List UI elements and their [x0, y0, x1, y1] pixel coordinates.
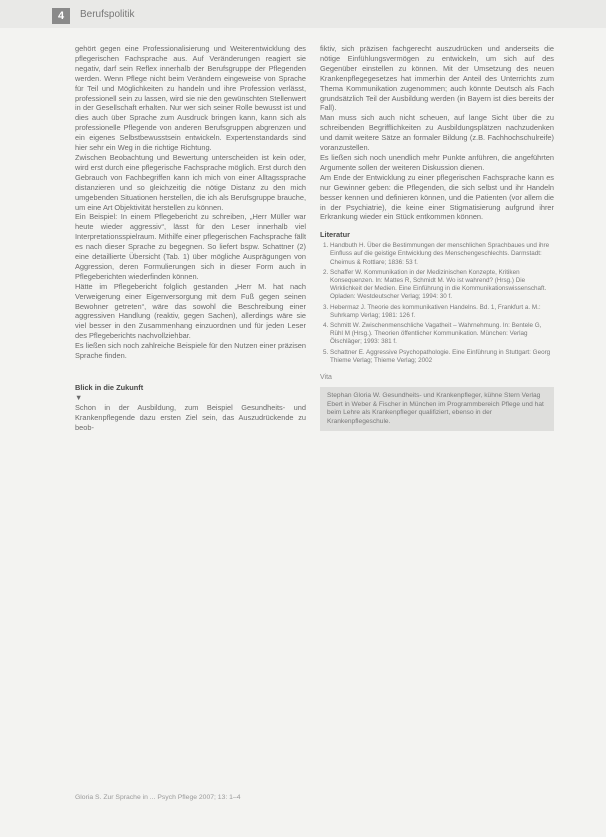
paragraph: Hätte im Pflegebericht folglich gestanden „Herr M. hat nach Verweigerung einer Eigenversorgung mit dem Fuß gegen seinen Bewohner getreten“, wäre das sowohl die Beschreibung einer aggressiven Handlung (reaktiv, gegen Sachen), allerdings wäre sie viel besser in den Zusammenhang einzuordnen und für jeden Leser des Pflegeberichts nachvollziehbar. [75, 281, 306, 341]
subheading-marker: ▼ [75, 392, 83, 402]
paragraph: Schon in der Ausbildung, zum Beispiel Gesundheits- und Krankenpflegende dazu ersten Ziel sein, das Auszudrückende zu beob- [75, 402, 306, 432]
paragraph: Man muss sich auch nicht scheuen, auf lange Sicht über die zu schreibenden Begrifflichkeiten zu Ausbildungsplätzen nachzudenken und damit weitere Sätze an formaler Bildung (z.B. Fachhochschulreife) voranzustellen. [320, 113, 554, 153]
literature-item: 1. Handbuth H. Über die Bestimmungen der menschlichen Sprachbaues und ihre Einfluss auf die geistige Entwicklung des Menschengeschlechts. Darmstadt: Cheimus & Rottlare; 1836: 53 f. [330, 242, 554, 267]
literature-item: 2. Schaffer W. Kommunikation in der Medizinischen Konzepte, Kritiken Konsequenzen. In: Mattes R, Schmidt M. Wo ist wahrend? (Hrsg.) Die Wirklichkeit der Medien. Eine Einführung in die Kommunikationswissenschaft. Opladen: Westdeutscher Verlag; 1994: 30 f. [330, 269, 554, 302]
paragraph: Ein Beispiel: In einem Pflegebericht zu schreiben, „Herr Müller war heute wieder aggressiv“, lässt für den Leser innerhalb viel Interpretationsspielraum. Mithilfe einer pflegerischen Fachsprache fällt es nach dieser Sprache zu begegnen. So liefert bspw. Schattner (2) eine detaillierte Übersicht (Tab. 1) über mögliche Ausprägungen von Aggression, deren Formulierungen sich in dieser Form auch in Pflegeberichten wiederfinden können. [75, 212, 306, 281]
literature-item: 3. Hebermaz J. Theorie des kommunikativen Handelns. Bd. 1, Frankfurt a. M.: Suhrkamp Verlag; 1981: 126 f. [330, 304, 554, 320]
right-column [320, 44, 554, 431]
vita-box: Stephan Gloria W. Gesundheits- und Krankenpfleger, kühne Stern Verlag Ebert in Weber & Fischer in München im Programmbereich Pflege und hat beim Lehre als Krankenpfleger qualifiziert, ebenso in der Krankenpflegeschule. [320, 387, 554, 431]
literature-item: 5. Schattner E. Aggressive Psychopathologie. Eine Einführung in Stuttgart: Georg Thieme Verlag; Thieme Verlag; 2002 [330, 349, 554, 365]
paragraph: Am Ende der Entwicklung zu einer pflegerischen Fachsprache kann es nur Gewinner geben: die Pflegenden, die sich selbst und ihr Handeln besser kennen und definieren können, und die Patienten (vor allem die in der Psychiatrie), die keine einer Stigmatisierung aufgrund ihrer Erkrankung wieder ein Stück entkommen können. [320, 172, 554, 222]
section-title: Berufspolitik [80, 9, 135, 20]
paragraph: Zwischen Beobachtung und Bewertung unterscheiden ist kein oder, wird erst durch eine pflegerische Fachsprache möglich. Erst durch den Gebrauch von Fachbegriffen kann ich mich von einer Alltagssprache distanzieren und so gleichzeitig die nötige Distanz zu den mich umgebenden Situationen herstellen, die ich als Berufsgruppe brauche, um eine Art Objektivität herstellen zu können. [75, 152, 306, 212]
paragraph: fiktiv, sich präzisen fachgerecht auszudrücken und anderseits die nötige Einfühlungsvermögen zu entwickeln, um sich auf des Gegenüber einstellen zu können. Mit der Umsetzung des neuen Krankenpflegegesetzes hat immerhin der Anteil des Unterrichts zum Thema Kommunikation zugenommen; auch könnte Deutsch als Fach grundsätzlich Teil der Ausbildung werden (in Bayern ist dies bereits der Fall). [320, 44, 554, 113]
paragraph: gehört gegen eine Professionalisierung und Weiterentwicklung des pflegerischen Fachsprache aus. Auf Veränderungen reagiert sie negativ, darf sein Reflex innerhalb der Berufsgruppe der Pflegenden werden. Wenn Pflege nicht beim Verändern eingeweise von Sprache für Teil und Möglichkeiten zu handeln und ihre Profession verlässt, professionell sein zu lassen, wird sie nie den gewünschten Stellenwert in der Gesellschaft erhalten. Nur wer sich seiner Rolle bewusst ist und dies auch über Sprache zum Ausdruck bringen kann, kann sich als professionelle Pflegende von anderen Berufsgruppen abgrenzen und ein eigenes Selbstbewusstsein entwickeln. Expertenstandards sind hier sehr ein Weg in die richtige Richtung. [75, 44, 306, 153]
page-header [0, 0, 606, 28]
page-number: 4 [52, 8, 70, 24]
literature-item: 4. Schmitt W. Zwischenmenschliche Vagatheit – Wahrnehmung. In: Bentele G, Rühl M (Hrsg.). Theorien öffentlicher Kommunikation. München: Verlag Ölschläger; 1993: 381 f. [330, 322, 554, 347]
paragraph: Es ließen sich noch zahlreiche Beispiele für den Nutzen einer präzisen Sprache finden. [75, 341, 306, 361]
subheading: Blick in die Zukunft [75, 383, 144, 392]
paragraph: Es ließen sich noch unendlich mehr Punkte anführen, die angeführten Argumente sollen der weiteren Diskussion dienen. [320, 152, 554, 172]
citation-footer: Gloria S. Zur Sprache in ... Psych Pflege 2007; 13: 1–4 [75, 794, 241, 801]
literature-title: Literatur [320, 230, 350, 240]
literature-list [320, 242, 554, 365]
left-column [75, 44, 306, 433]
vita-label: Vita [320, 374, 332, 382]
